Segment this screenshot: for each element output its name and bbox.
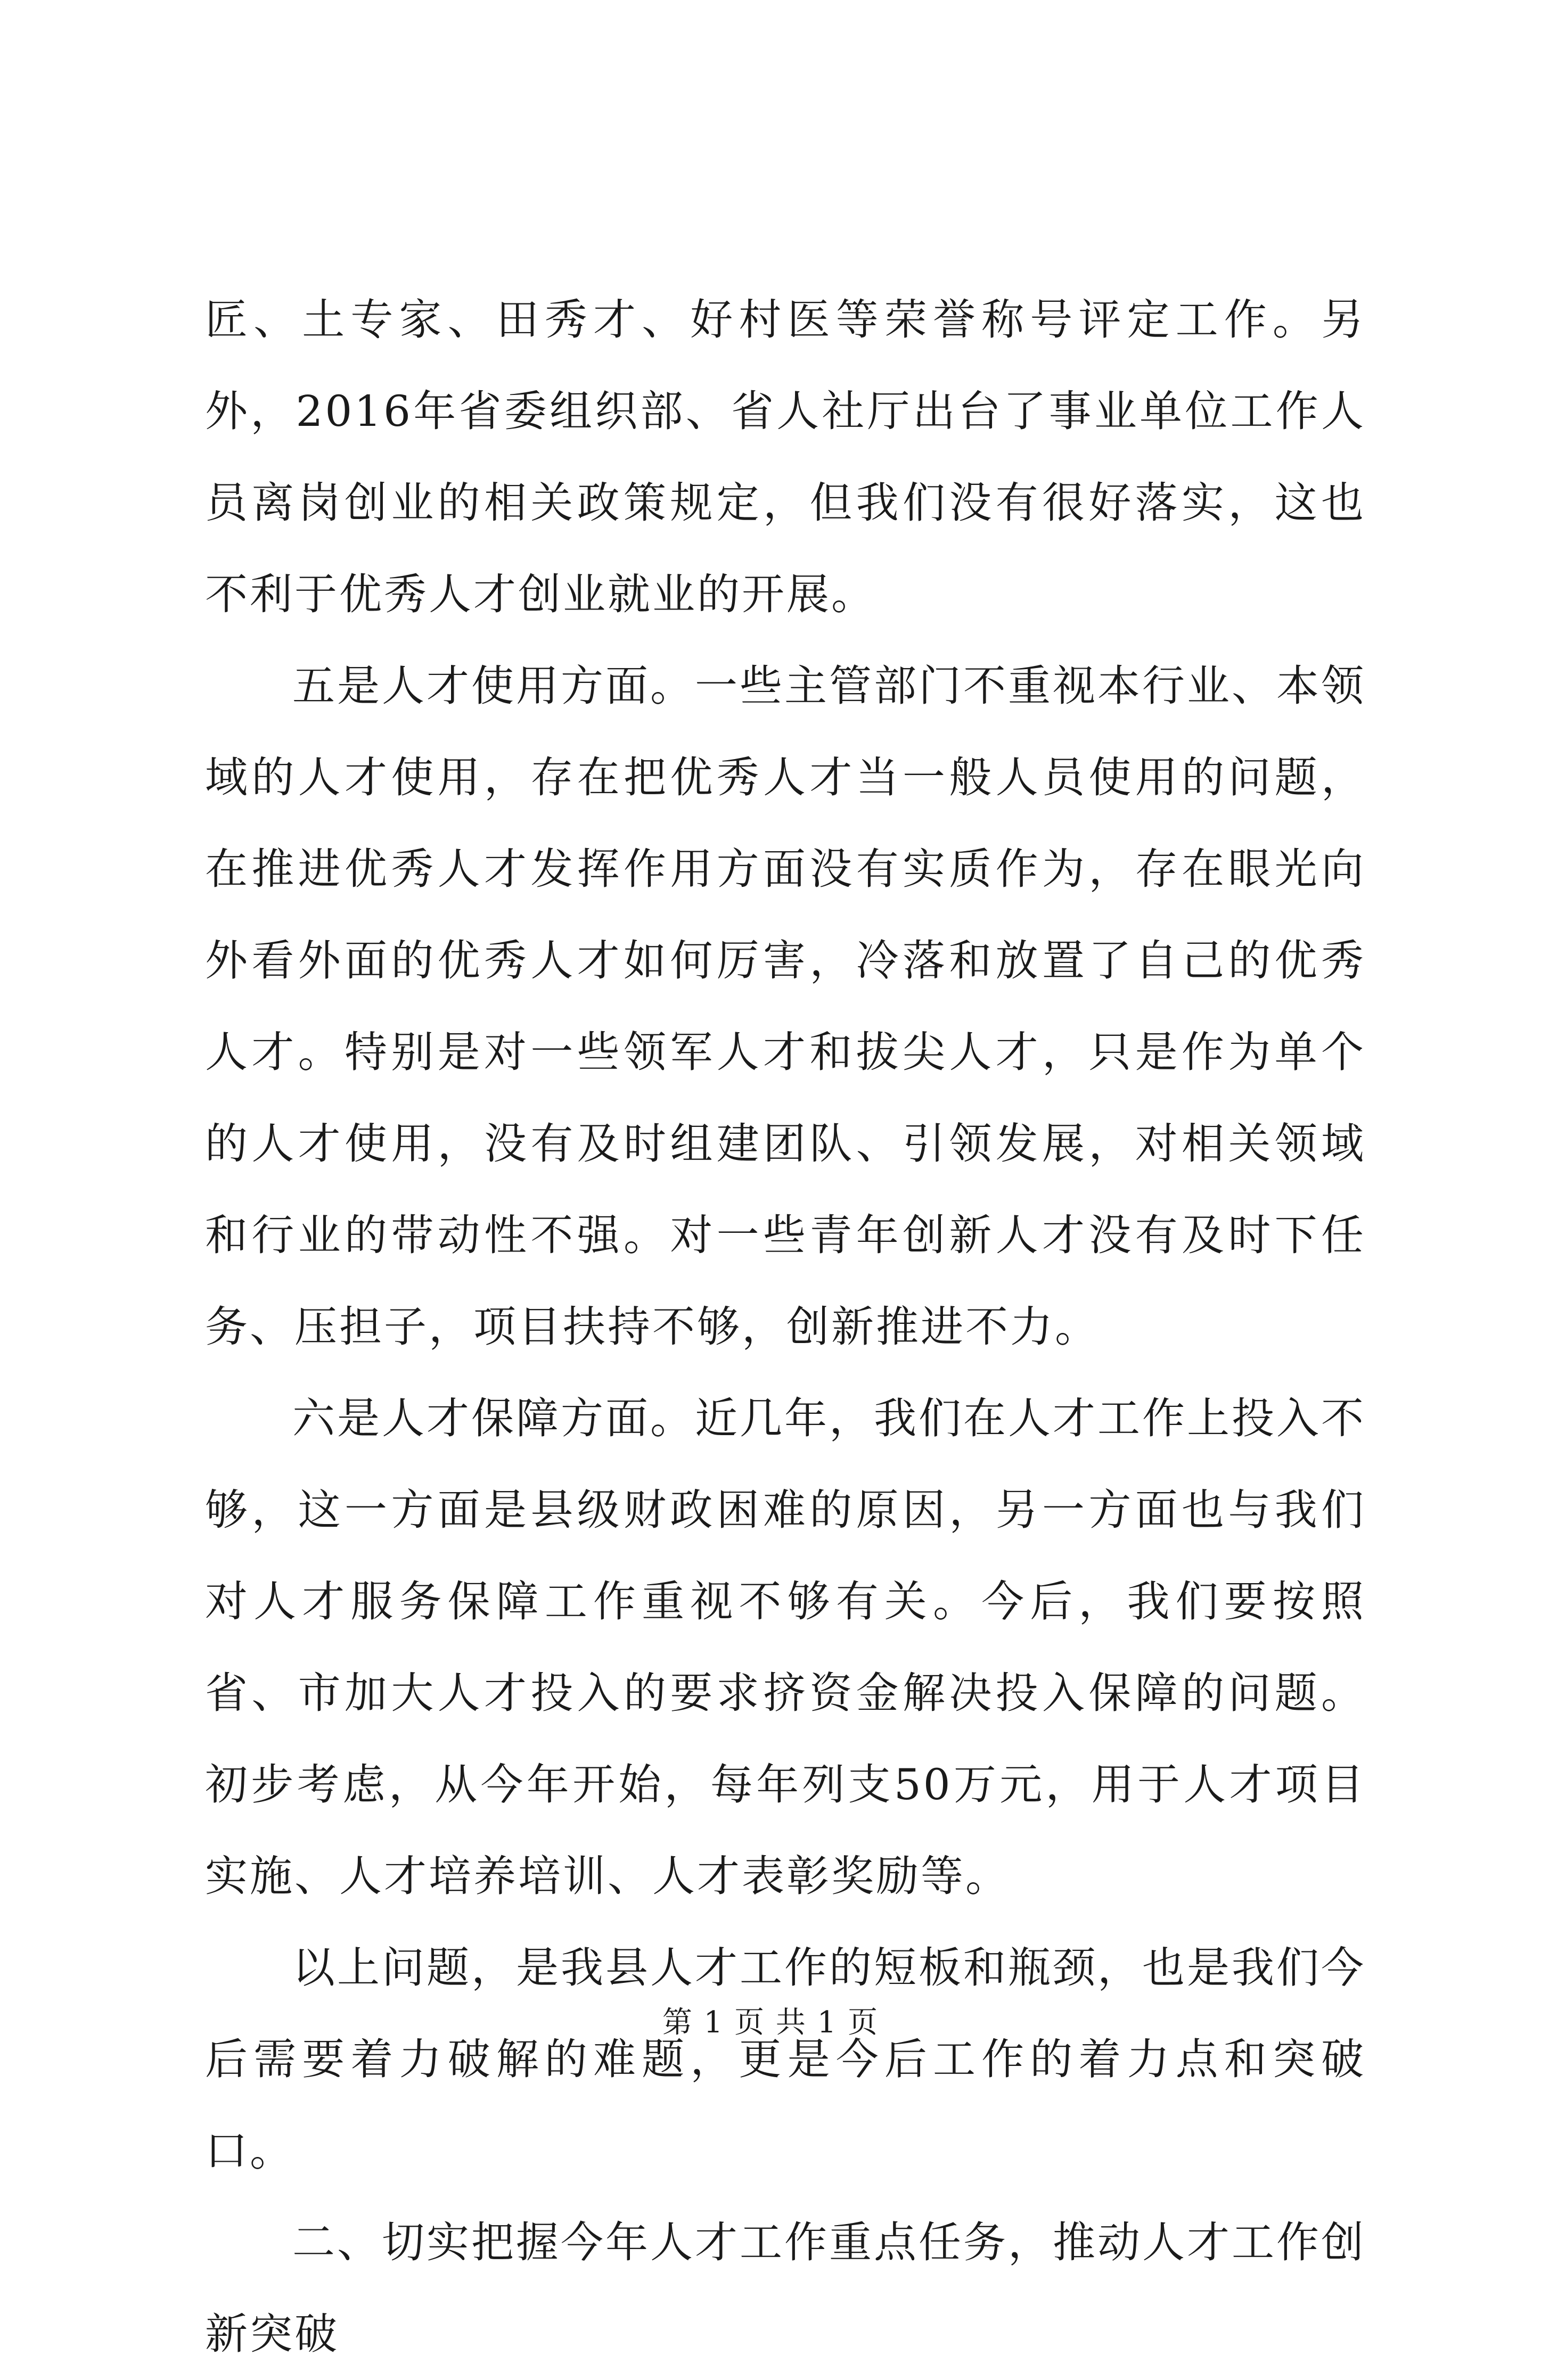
page-footer: 第 1 页 共 1 页 — [662, 2005, 879, 2040]
section-heading-two: 二、切实把握今年人才工作重点任务，推动人才工作创新突破 — [205, 2218, 1366, 2359]
document-body — [205, 274, 1366, 2380]
paragraph-talent-usage: 五是人才使用方面。一些主管部门不重视本行业、本领域的人才使用，存在把优秀人才当一般人员使用的问题，在推进优秀人才发挥作用方面没有实质作为，存在眼光向外看外面的优秀人才如何厉害，冷落和放置了自己的优秀人才。特别是对一些领军人才和拔尖人才，只是作为单个的人才使用，没有及时组建团队、引领发展，对相关领域和行业的带动性不强。对一些青年创新人才没有及时下任务、压担子，项目扶持不够，创新推进不力。 — [205, 661, 1366, 1352]
paragraph-talent-guarantee: 六是人才保障方面。近几年，我们在人才工作上投入不够，这一方面是县级财政困难的原因，另一方面也与我们对人才服务保障工作重视不够有关。今后，我们要按照省、市加大人才投入的要求挤资金解决投入保障的问题。初步考虑，从今年开始，每年列支50万元，用于人才项目实施、人才培养培训、人才表彰奖励等。 — [205, 1394, 1366, 1901]
paragraph-summary: 以上问题，是我县人才工作的短板和瓶颈，也是我们今后需要着力破解的难题，更是今后工作的着力点和突破口。 — [205, 1943, 1366, 2176]
paragraph-continuation: 匠、土专家、田秀才、好村医等荣誉称号评定工作。另外，2016年省委组织部、省人社厅出台了事业单位工作人员离岗创业的相关政策规定，但我们没有很好落实，这也不利于优秀人才创业就业的开展。 — [205, 295, 1366, 619]
